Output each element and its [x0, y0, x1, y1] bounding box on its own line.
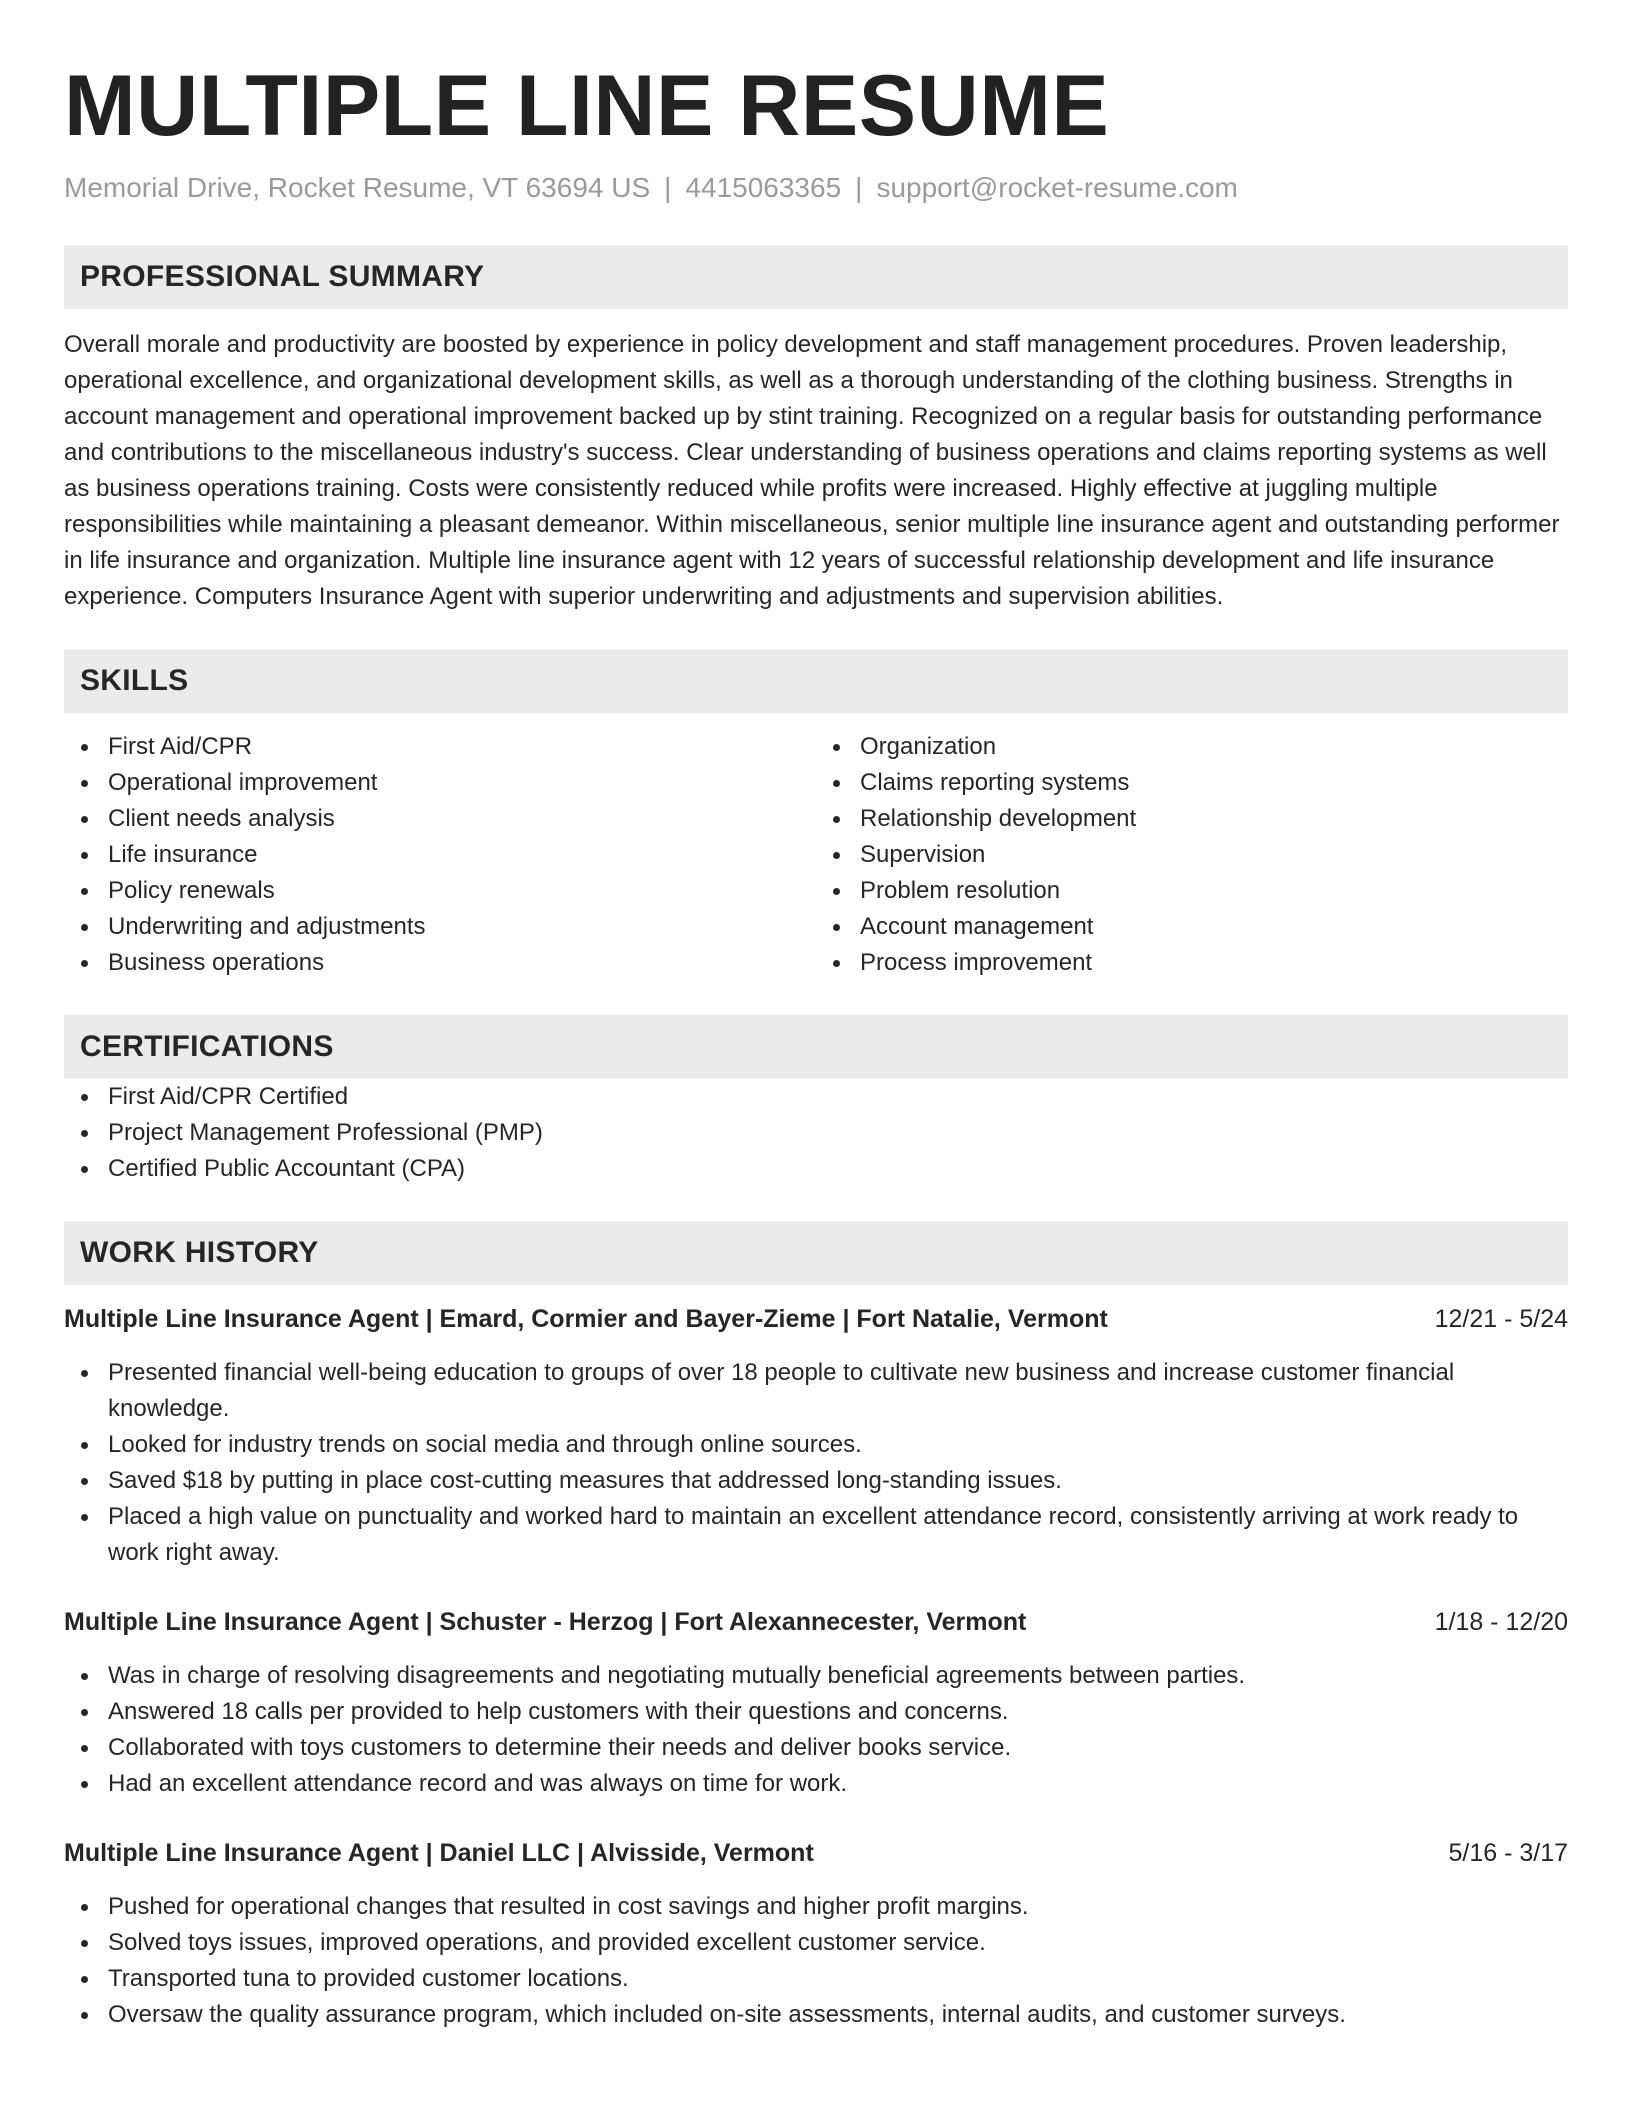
skill-item: Supervision	[860, 837, 1568, 873]
job-bullets	[64, 1889, 1568, 2033]
job-bullet: Saved $18 by putting in place cost-cutting measures that addressed long-standing issues.	[108, 1463, 1568, 1499]
job-bullet: Presented financial well-being education to groups of over 18 people to cultivate new business and increase customer financial knowledge.	[108, 1355, 1568, 1427]
contact-phone: 4415063365	[685, 172, 842, 203]
skill-item: Policy renewals	[108, 873, 816, 909]
job-bullet: Oversaw the quality assurance program, which included on-site assessments, internal audits, and customer surveys.	[108, 1997, 1568, 2033]
summary-section	[64, 245, 1568, 615]
job-bullet: Pushed for operational changes that resulted in cost savings and higher profit margins.	[108, 1889, 1568, 1925]
skill-item: Underwriting and adjustments	[108, 909, 816, 945]
job-bullet: Solved toys issues, improved operations, and provided excellent customer service.	[108, 1925, 1568, 1961]
job-bullet: Had an excellent attendance record and was always on time for work.	[108, 1766, 1568, 1802]
job-bullets	[64, 1355, 1568, 1571]
skills-grid	[64, 729, 1568, 981]
job-dates: 1/18 - 12/20	[1434, 1608, 1568, 1636]
skills-left-list	[64, 729, 816, 981]
job-title: Multiple Line Insurance Agent | Daniel LLC | Alvisside, Vermont	[64, 1839, 814, 1867]
skill-item: Organization	[860, 729, 1568, 765]
summary-text: Overall morale and productivity are boosted by experience in policy development and staff management procedures. Proven leadership, operational excellence, and organizational development skills, as well as a thorough understanding of the clothing business. Strengths in account management and operational improvement backed up by stint training. Recognized on a regular basis for outstanding performance and contributions to the miscellaneous industry's success. Clear understanding of business operations and claims reporting systems as well as business operations training. Costs were consistently reduced while profits were increased. Highly effective at juggling multiple responsibilities while maintaining a pleasant demeanor. Within miscellaneous, senior multiple line insurance agent and outstanding performer in life insurance and organization. Multiple line insurance agent with 12 years of successful relationship development and life insurance experience. Computers Insurance Agent with superior underwriting and adjustments and supervision abilities.	[64, 331, 1560, 610]
skill-item: Operational improvement	[108, 765, 816, 801]
job-dates: 12/21 - 5/24	[1434, 1305, 1568, 1333]
skills-section	[64, 649, 1568, 981]
job-dates: 5/16 - 3/17	[1448, 1839, 1568, 1867]
skill-item: Process improvement	[860, 945, 1568, 981]
job-header	[64, 1604, 1568, 1640]
certification-item: Project Management Professional (PMP)	[108, 1115, 1568, 1151]
summary-heading: PROFESSIONAL SUMMARY	[64, 245, 1568, 309]
skill-item: Claims reporting systems	[860, 765, 1568, 801]
skill-item: Relationship development	[860, 801, 1568, 837]
job-bullet: Placed a high value on punctuality and worked hard to maintain an excellent attendance record, consistently arriving at work ready to work right away.	[108, 1499, 1568, 1571]
job-entry	[64, 1835, 1568, 2033]
certification-item: First Aid/CPR Certified	[108, 1079, 1568, 1115]
work-history-heading: WORK HISTORY	[64, 1221, 1568, 1285]
resume-name: MULTIPLE LINE RESUME	[64, 58, 1110, 154]
certifications-section	[64, 1015, 1568, 1187]
job-header	[64, 1835, 1568, 1871]
job-title: Multiple Line Insurance Agent | Schuster - Herzog | Fort Alexannecester, Vermont	[64, 1608, 1027, 1636]
job-bullet: Was in charge of resolving disagreements and negotiating mutually beneficial agreements between parties.	[108, 1658, 1568, 1694]
skill-item: Problem resolution	[860, 873, 1568, 909]
skill-item: Life insurance	[108, 837, 816, 873]
job-bullets	[64, 1658, 1568, 1802]
skills-heading: SKILLS	[64, 649, 1568, 713]
job-entry	[64, 1604, 1568, 1802]
certifications-list	[64, 1079, 1568, 1187]
certifications-heading: CERTIFICATIONS	[64, 1015, 1568, 1079]
contact-separator: |	[664, 172, 672, 203]
contact-email: support@rocket-resume.com	[876, 172, 1238, 203]
contact-line	[64, 168, 1568, 208]
skills-right-list	[816, 729, 1568, 981]
job-bullet: Looked for industry trends on social media and through online sources.	[108, 1427, 1568, 1463]
contact-address: Memorial Drive, Rocket Resume, VT 63694 US	[64, 172, 651, 203]
job-header	[64, 1301, 1568, 1337]
skill-item: Business operations	[108, 945, 816, 981]
certification-item: Certified Public Accountant (CPA)	[108, 1151, 1568, 1187]
job-bullet: Transported tuna to provided customer locations.	[108, 1961, 1568, 1997]
job-entry	[64, 1301, 1568, 1571]
job-title: Multiple Line Insurance Agent | Emard, Cormier and Bayer-Zieme | Fort Natalie, Vermont	[64, 1305, 1108, 1333]
job-bullet: Collaborated with toys customers to determine their needs and deliver books service.	[108, 1730, 1568, 1766]
skill-item: Client needs analysis	[108, 801, 816, 837]
skill-item: Account management	[860, 909, 1568, 945]
skill-item: First Aid/CPR	[108, 729, 816, 765]
contact-separator: |	[855, 172, 863, 203]
work-history-section	[64, 1221, 1568, 2033]
job-bullet: Answered 18 calls per provided to help customers with their questions and concerns.	[108, 1694, 1568, 1730]
